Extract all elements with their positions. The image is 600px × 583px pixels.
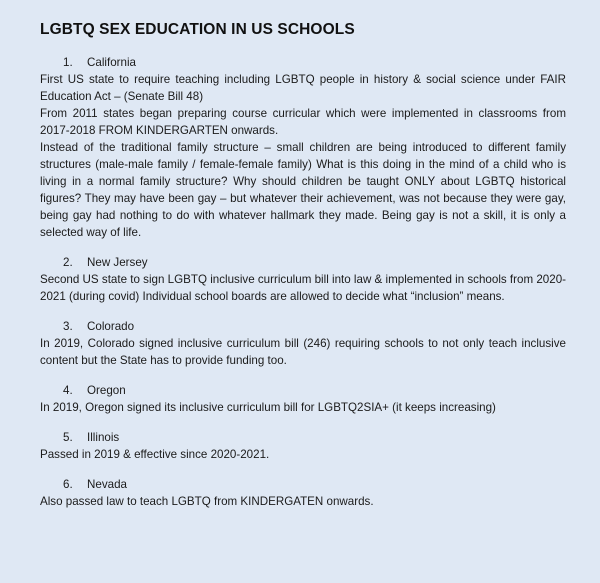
paragraph: Also passed law to teach LGBTQ from KINDERGATEN onwards. <box>40 495 374 508</box>
section-number: 2. <box>63 256 73 269</box>
paragraph: Instead of the traditional family structure – small children are being introduced to different family structures (male-male family / female-female family) What is this doing in the mind of a child who is living in a normal family structure? Why should children be taught ONLY about LGBTQ historical figures? They may have been gay – but whatever their achievement, was not because they were gay, being gay had nothing to do with whatever hallmark they made. Being gay is not a skill, it is only a selected way of life. <box>40 141 566 239</box>
section-state: Nevada <box>87 478 127 491</box>
section-number: 1. <box>63 56 73 69</box>
section-heading <box>40 429 566 446</box>
section-body <box>40 335 566 369</box>
state-section <box>40 54 566 241</box>
paragraph: Passed in 2019 & effective since 2020-2021. <box>40 448 270 461</box>
section-state: Colorado <box>87 320 135 333</box>
section-number: 6. <box>63 478 73 491</box>
paragraph: First US state to require teaching including LGBTQ people in history & social science under FAIR Education Act – (Senate Bill 48) <box>40 73 566 103</box>
state-section <box>40 254 566 305</box>
section-state: Illinois <box>87 431 120 444</box>
state-section <box>40 476 566 510</box>
paragraph: From 2011 states began preparing course curricular which were implemented in classrooms from 2017-2018 FROM KINDERGARTEN onwards. <box>40 107 566 137</box>
paragraph: In 2019, Oregon signed its inclusive curriculum bill for LGBTQ2SIA+ (it keeps increasing) <box>40 401 496 414</box>
section-heading <box>40 382 566 399</box>
section-number: 5. <box>63 431 73 444</box>
section-body <box>40 446 566 463</box>
section-body <box>40 493 566 510</box>
section-state: Oregon <box>87 384 126 397</box>
section-number: 3. <box>63 320 73 333</box>
section-state: California <box>87 56 136 69</box>
section-body <box>40 271 566 305</box>
state-section <box>40 318 566 369</box>
section-heading <box>40 476 566 493</box>
page-title: LGBTQ SEX EDUCATION IN US SCHOOLS <box>40 21 355 38</box>
sections-container <box>40 54 566 510</box>
state-section <box>40 382 566 416</box>
section-heading <box>40 254 566 271</box>
section-heading <box>40 54 566 71</box>
paragraph: Second US state to sign LGBTQ inclusive curriculum bill into law & implemented in schools from 2020-2021 (during covid) Individual school boards are allowed to decide what “inclusion” means. <box>40 273 566 303</box>
section-body <box>40 71 566 241</box>
section-heading <box>40 318 566 335</box>
section-state: New Jersey <box>87 256 148 269</box>
section-number: 4. <box>63 384 73 397</box>
section-body <box>40 399 566 416</box>
paragraph: In 2019, Colorado signed inclusive curriculum bill (246) requiring schools to not only teach inclusive content but the State has to provide funding too. <box>40 337 566 367</box>
state-section <box>40 429 566 463</box>
